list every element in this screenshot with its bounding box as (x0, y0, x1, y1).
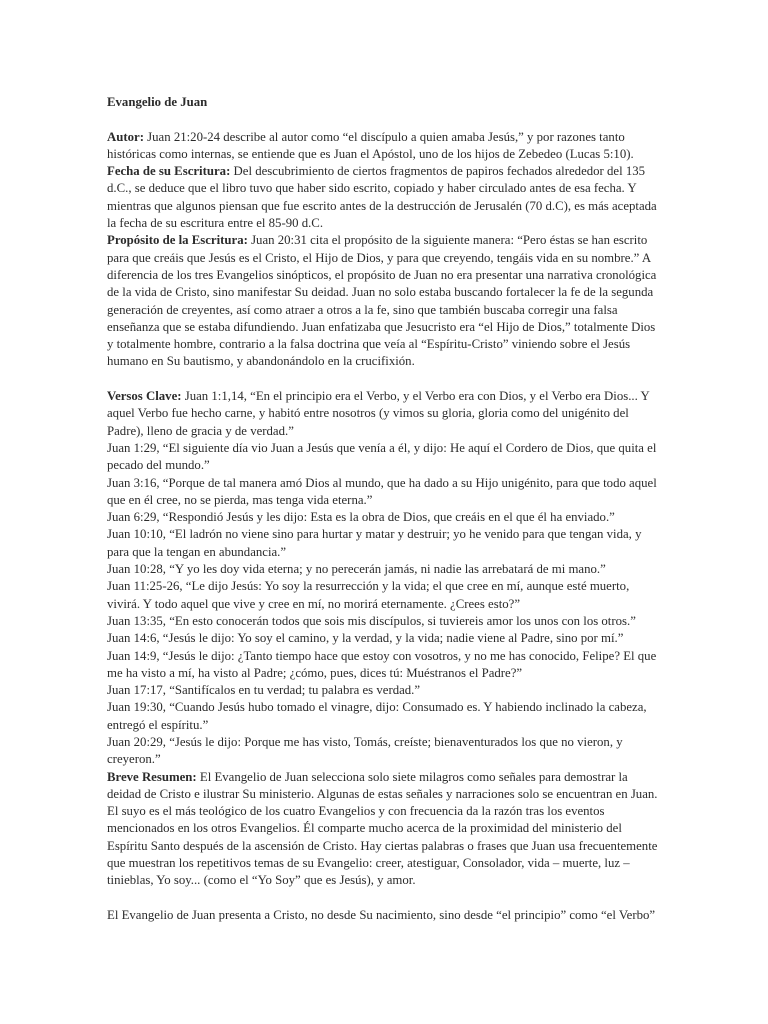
key-verse: Juan 3:16, “Porque de tal manera amó Dios al mundo, que ha dado a su Hijo unigénito, para que todo aquel que en él cree, no se pierda, mas tenga vida eterna.” (107, 475, 657, 507)
key-verse: Juan 19:30, “Cuando Jesús hubo tomado el vinagre, dijo: Consumado es. Y habiendo inclinado la cabeza, entregó el espíritu.” (107, 700, 647, 732)
key-verse: Juan 13:35, “En esto conocerán todos que sois mis discípulos, si tuviereis amor los unos con los otros.” (107, 613, 636, 628)
key-verse: Juan 14:6, “Jesús le dijo: Yo soy el camino, y la verdad, y la vida; nadie viene al Padre, sino por mí.” (107, 631, 624, 646)
key-verses-label: Versos Clave: (107, 389, 182, 404)
closing-paragraph: El Evangelio de Juan presenta a Cristo, no desde Su nacimiento, sino desde “el principio” como “el Verbo” (107, 907, 656, 922)
date-label: Fecha de su Escritura: (107, 164, 231, 179)
spacer (107, 890, 663, 907)
key-verse: Juan 20:29, “Jesús le dijo: Porque me has visto, Tomás, creíste; bienaventurados los que no vieron, y creyeron.” (107, 734, 623, 767)
document-page (107, 94, 663, 924)
key-verse: Juan 6:29, “Respondió Jesús y les dijo: Esta es la obra de Dios, que creáis en el que él ha enviado.” (107, 510, 615, 525)
summary-paragraph (107, 769, 663, 890)
key-verses-paragraph (107, 388, 663, 440)
purpose-text: Juan 20:31 cita el propósito de la siguiente manera: “Pero éstas se han escrito para que creáis que Jesús es el Cristo, el Hijo de Dios, y para que creyendo, tengáis vida en su nombre.” A diferencia de los tres Evangelios sinópticos, el propósito de Juan no era presentar una narrativa cronológica de la vida de Cristo, sino manifestar Su deidad. Juan no solo estaba buscando fortalecer la fe de la segunda generación de creyentes, así como atraer a otros a la fe, sino que también buscaba corregir una falsa enseñanza que se estaba difundiendo. Juan enfatizaba que Jesucristo era “el Hijo de Dios,” totalmente Dios y totalmente hombre, contrario a la falsa doctrina que veía al “Espíritu-Cristo” viniendo sobre el Jesús humano en Su bautismo, y abandonándolo en la crucifixión. (107, 233, 657, 369)
key-verse: Juan 10:28, “Y yo les doy vida eterna; y no perecerán jamás, ni nadie las arrebatará de mi mano.” (107, 562, 606, 577)
summary-label: Breve Resumen: (107, 769, 197, 784)
purpose-paragraph (107, 232, 663, 370)
key-verse: Juan 11:25-26, “Le dijo Jesús: Yo soy la resurrección y la vida; el que cree en mí, aunque esté muerto, vivirá. Y todo aquel que vive y cree en mí, no morirá eternamente. ¿Crees esto?” (107, 579, 630, 611)
date-text: Del descubrimiento de ciertos fragmentos de papiros fechados alrededor del 135 d.C., se deduce que el libro tuvo que haber sido escrito, copiado y haber circulado antes de esa fecha. Y mientras que algunos piensan que fue escrito antes de la destrucción de Jerusalén (70 d.C), es más aceptada la fecha de su escritura entre el 85-90 d.C. (107, 164, 657, 231)
key-verse: Juan 10:10, “El ladrón no viene sino para hurtar y matar y destruir; yo he venido para que tengan vida, y para que la tengan en abundancia.” (107, 527, 642, 559)
spacer (107, 371, 663, 388)
date-paragraph (107, 163, 663, 232)
purpose-label: Propósito de la Escritura: (107, 233, 248, 248)
key-verse-first: Juan 1:1,14, “En el principio era el Verbo, y el Verbo era con Dios, y el Verbo era Dios... Y aquel Verbo fue hecho carne, y habitó entre nosotros (y vimos su gloria, gloria como del unigénito del Padre), lleno de gracia y de verdad.” (107, 389, 650, 438)
summary-text: El Evangelio de Juan selecciona solo siete milagros como señales para demostrar la deidad de Cristo e ilustrar Su ministerio. Algunas de estas señales y narraciones solo se encuentran en Juan. El suyo es el más teológico de los cuatro Evangelios y con frecuencia da la razón tras los eventos mencionados en los otros Evangelios. Él comparte mucho acerca de la proximidad del ministerio del Espíritu Santo después de la ascensión de Cristo. Hay ciertas palabras o frases que Juan usa frecuentemente que muestran los repetitivos temas de su Evangelio: creer, atestiguar, Consolador, vida – muerte, luz – tinieblas, Yo soy... (como el “Yo Soy” que es Jesús), y amor. (107, 769, 658, 888)
spacer (107, 111, 663, 128)
author-paragraph (107, 129, 663, 164)
author-label: Autor: (107, 129, 144, 144)
key-verse: Juan 14:9, “Jesús le dijo: ¿Tanto tiempo hace que estoy con vosotros, y no me has conocido, Felipe? El que me ha visto a mí, ha visto al Padre; ¿cómo, pues, dices tú: Muéstranos el Padre?” (107, 648, 657, 680)
author-text: Juan 21:20-24 describe al autor como “el discípulo a quien amaba Jesús,” y por razones tanto históricas como internas, se entiende que es Juan el Apóstol, uno de los hijos de Zebedeo (Lucas 5:10). (107, 129, 634, 161)
key-verse: Juan 17:17, “Santifícalos en tu verdad; tu palabra es verdad.” (107, 683, 421, 698)
key-verse: Juan 1:29, “El siguiente día vio Juan a Jesús que venía a él, y dijo: He aquí el Cordero de Dios, que quita el pecado del mundo.” (107, 440, 657, 473)
document-title: Evangelio de Juan (107, 95, 208, 109)
